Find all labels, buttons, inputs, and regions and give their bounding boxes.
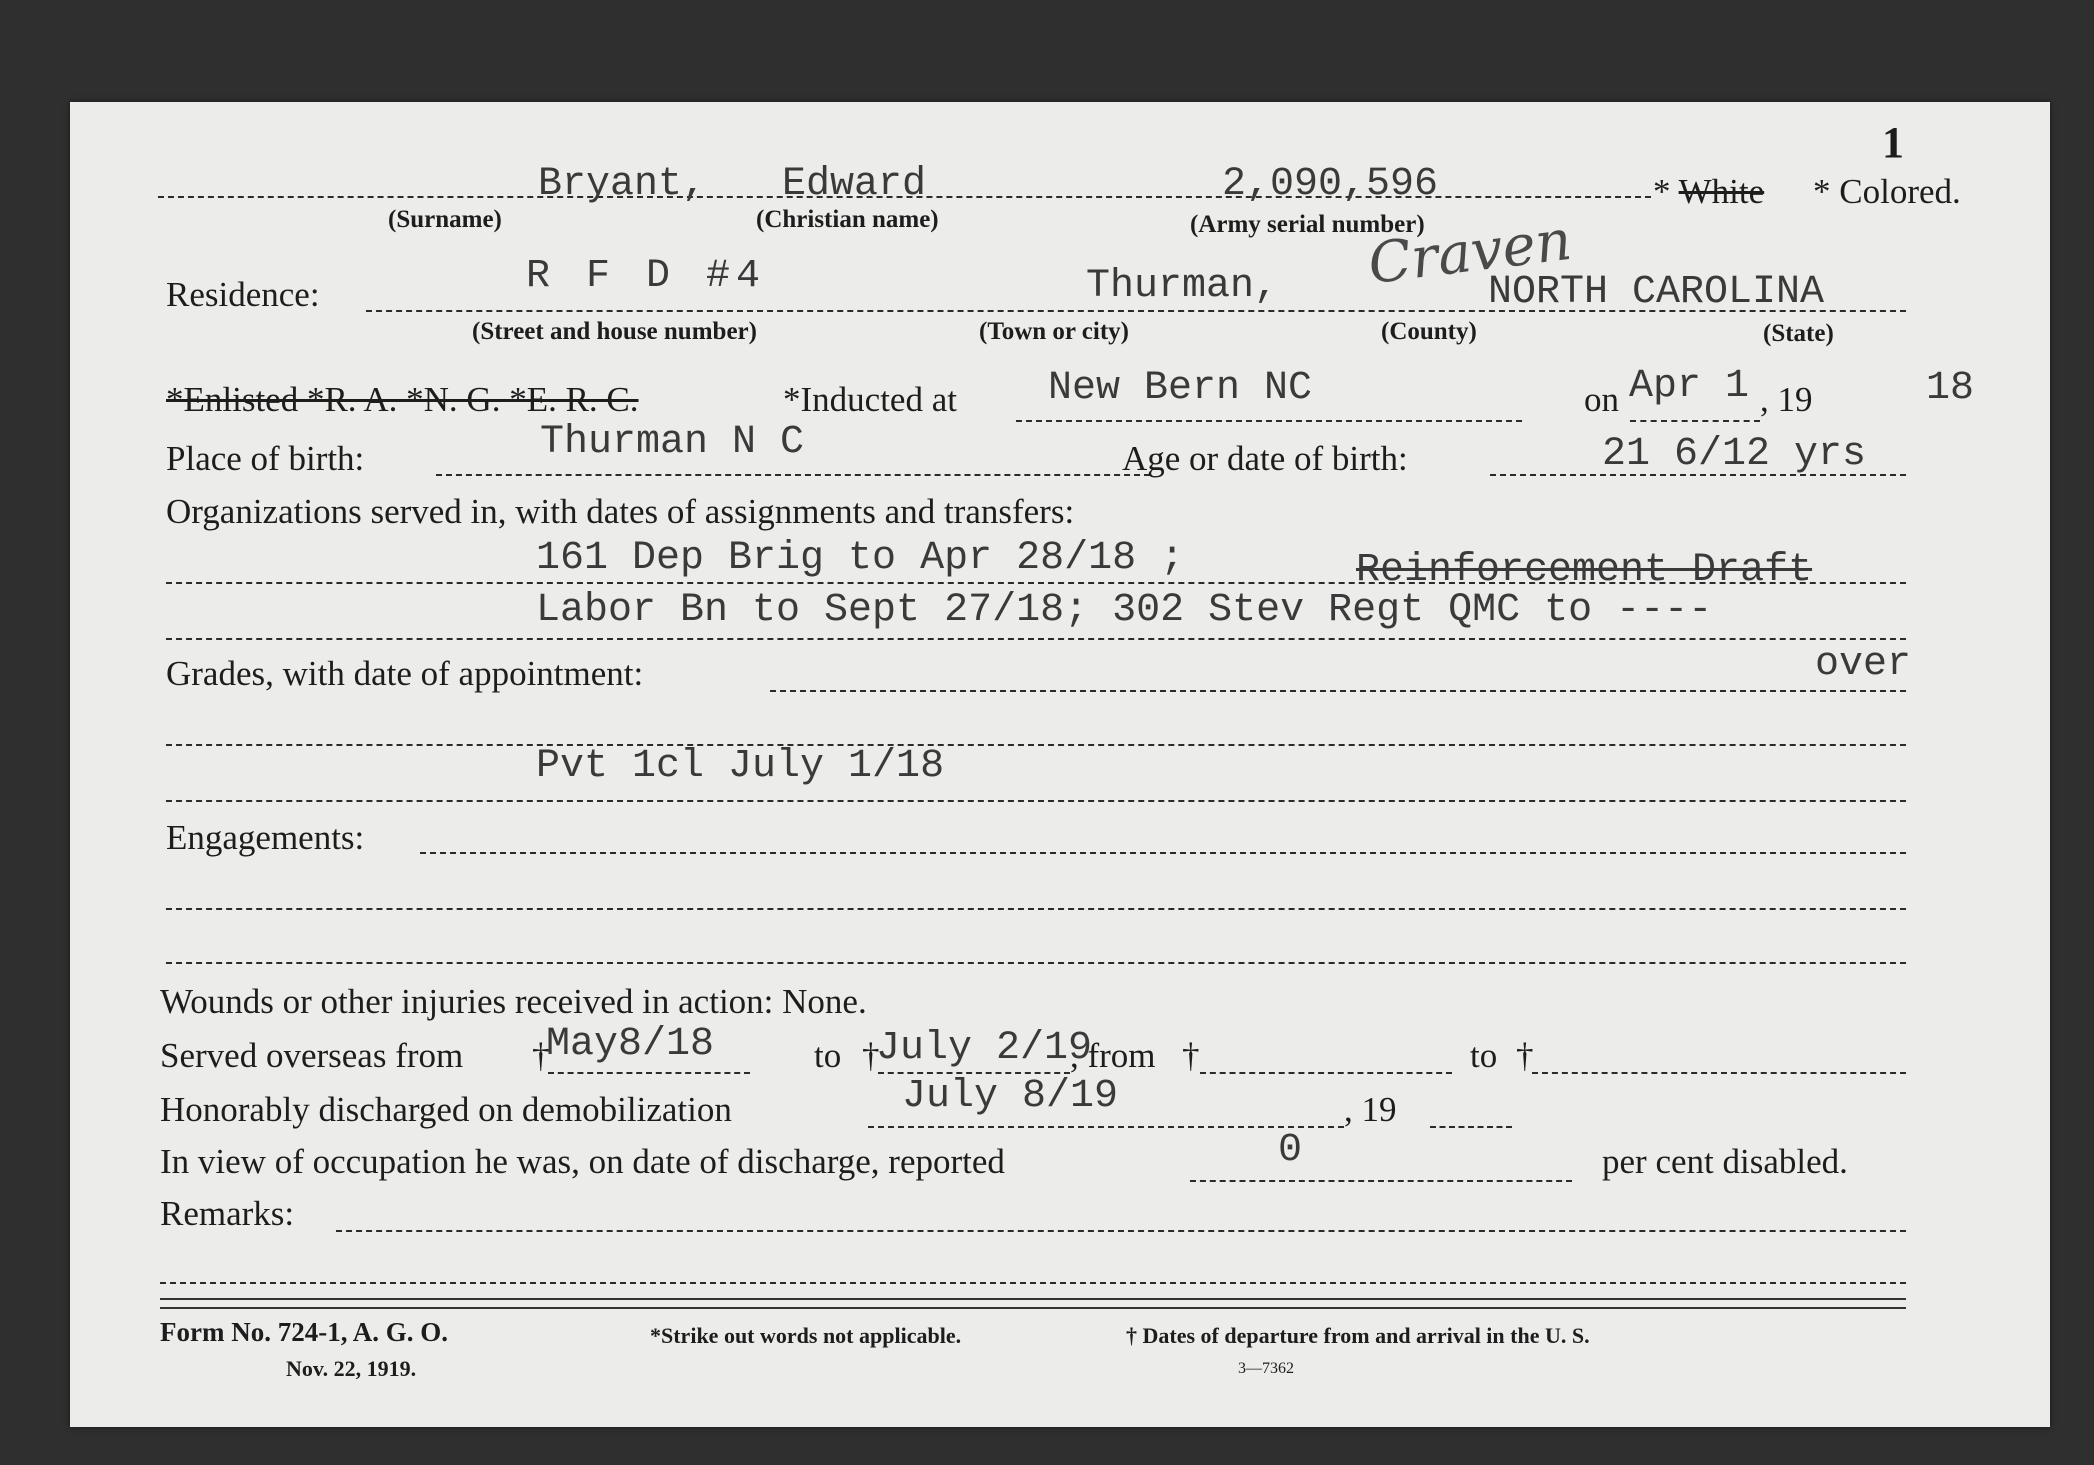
street-value: R F D #4 <box>526 254 767 299</box>
inducted-year-label: , 19 <box>1760 380 1813 419</box>
state-caption: (State) <box>1763 320 1834 347</box>
serial-number-value: 2,090,596 <box>1222 162 1439 207</box>
organizations-entry-2: Labor Bn to Sept 27/18; 302 Stev Regt QMC to ---- <box>536 588 1713 633</box>
engagements-line-3 <box>166 962 1906 964</box>
surname-value: Bryant, <box>538 162 707 207</box>
grades-value: Pvt 1cl July 1/18 <box>536 744 945 789</box>
overseas-from-line <box>548 1072 750 1074</box>
town-value: Thurman, <box>1086 264 1279 309</box>
remarks-line-2 <box>160 1282 1906 1284</box>
organizations-entry-1b-struck: Reinforcement Draft <box>1356 548 1813 593</box>
footer-rule-bottom <box>160 1307 1906 1309</box>
remarks-line-1 <box>336 1230 1906 1232</box>
serial-number-caption: (Army serial number) <box>1190 211 1425 238</box>
age-label: Age or date of birth: <box>1122 439 1408 478</box>
discharge-year-label: , 19 <box>1344 1090 1397 1129</box>
age-value: 21 6/12 yrs <box>1602 432 1867 477</box>
inducted-year-value: 18 <box>1926 366 1975 411</box>
inducted-at-label: *Inducted at <box>783 380 957 419</box>
asterisk: * <box>1813 172 1831 211</box>
enlistment-options-struck: *Enlisted *R. A. *N. G. *E. R. C. <box>166 380 639 419</box>
form-date: Nov. 22, 1919. <box>286 1356 417 1381</box>
card-number: 1 <box>1882 118 1904 167</box>
race-white-option <box>1653 172 1764 212</box>
grades-line-3 <box>166 800 1906 802</box>
organizations-label: Organizations served in, with dates of assignments and transfers: <box>166 492 1075 531</box>
disability-label: In view of occupation he was, on date of discharge, reported <box>160 1142 1005 1181</box>
dagger-to: † <box>862 1036 880 1075</box>
overseas-from2-line <box>1200 1072 1452 1074</box>
state-value: NORTH CAROLINA <box>1488 270 1825 315</box>
christian-name-value: Edward <box>782 162 927 207</box>
race-colored-option <box>1813 172 1961 212</box>
surname-caption: (Surname) <box>388 206 502 233</box>
discharge-date-line <box>868 1126 1344 1128</box>
race-colored-label: Colored. <box>1839 172 1961 211</box>
town-caption: (Town or city) <box>979 318 1129 345</box>
asterisk: * <box>1653 172 1671 211</box>
form-number: Form No. 724-1, A. G. O. <box>160 1317 448 1347</box>
place-of-birth-label: Place of birth: <box>166 439 365 478</box>
overseas-from-date: May8/18 <box>546 1022 715 1067</box>
overseas-to2-label: to <box>1470 1036 1498 1075</box>
grades-line-2 <box>166 744 1906 746</box>
engagements-label: Engagements: <box>166 818 365 857</box>
wounds-text: Wounds or other injuries received in action: None. <box>160 982 867 1021</box>
inducted-date-value: Apr 1 <box>1629 364 1750 409</box>
print-code: 3—7362 <box>1238 1360 1294 1377</box>
organizations-line-2 <box>166 638 1906 640</box>
inducted-place-value: New Bern NC <box>1048 366 1313 411</box>
remarks-label: Remarks: <box>160 1194 295 1233</box>
inducted-date-line <box>1630 420 1760 422</box>
county-handwritten: Craven <box>1364 207 1576 298</box>
organizations-entry-1a: 161 Dep Brig to Apr 28/18 ; <box>536 536 1185 581</box>
discharge-date-value: July 8/19 <box>902 1074 1119 1119</box>
county-caption: (County) <box>1381 318 1477 345</box>
engagements-line-1 <box>420 852 1906 854</box>
overseas-to2-line <box>1532 1072 1906 1074</box>
birth-place-value: Thurman N C <box>540 420 805 465</box>
overseas-to-label: to <box>814 1036 842 1075</box>
service-record-card <box>70 102 2050 1427</box>
discharge-year-line <box>1430 1126 1512 1128</box>
grades-line-1 <box>770 690 1906 692</box>
overseas-from2-label: , from <box>1070 1036 1156 1075</box>
street-caption: (Street and house number) <box>472 318 757 345</box>
strike-out-note: *Strike out words not applicable. <box>650 1323 962 1348</box>
footer-rule-top <box>160 1298 1906 1300</box>
race-white-struck: White <box>1678 172 1765 211</box>
disability-line <box>1190 1180 1572 1182</box>
birth-place-line <box>436 474 1150 476</box>
grades-label: Grades, with date of appointment: <box>166 654 644 693</box>
overseas-to-date: July 2/19 <box>876 1026 1093 1071</box>
dagger-note: † Dates of departure from and arrival in the U. S. <box>1126 1323 1590 1348</box>
christian-name-caption: (Christian name) <box>756 206 939 233</box>
on-label: on <box>1584 380 1619 419</box>
dagger-from: † <box>532 1036 550 1075</box>
disability-suffix: per cent disabled. <box>1602 1142 1848 1181</box>
residence-label: Residence: <box>166 275 320 314</box>
discharge-label: Honorably discharged on demobilization <box>160 1090 732 1129</box>
disability-value: 0 <box>1278 1128 1303 1173</box>
dagger-to2: † <box>1516 1036 1534 1075</box>
organizations-over-note: over <box>1815 642 1912 687</box>
engagements-line-2 <box>166 908 1906 910</box>
served-overseas-label: Served overseas from <box>160 1036 464 1075</box>
dagger-from2: † <box>1182 1036 1200 1075</box>
inducted-place-line <box>1016 420 1522 422</box>
